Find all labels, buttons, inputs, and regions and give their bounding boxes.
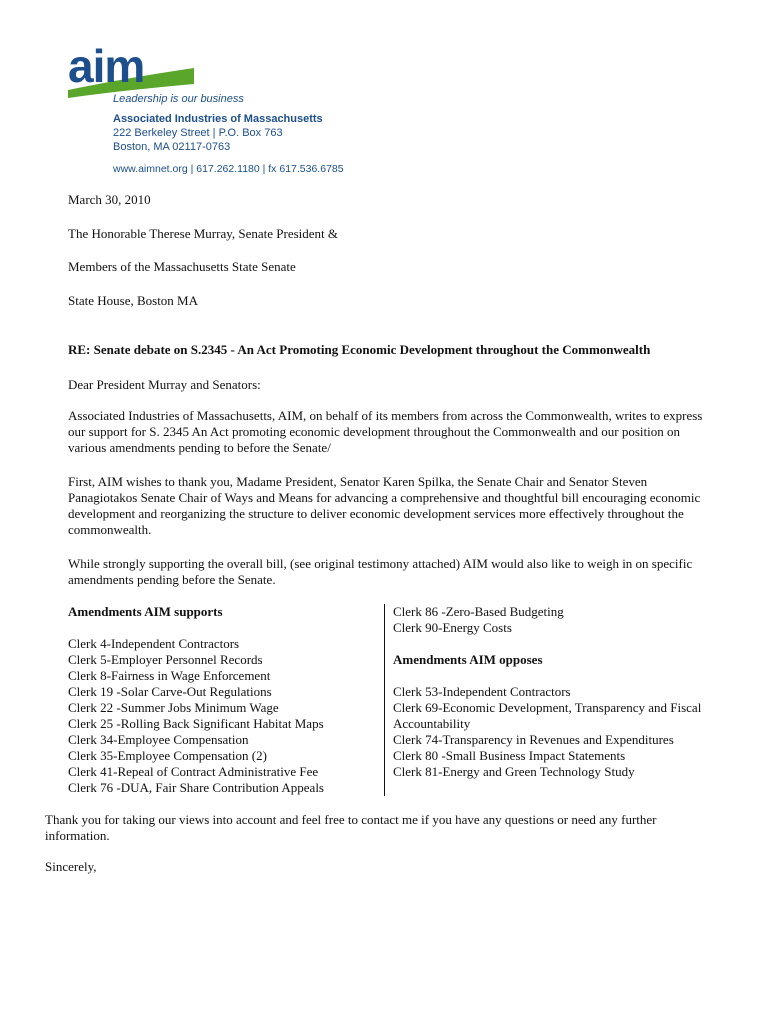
opposes-header: Amendments AIM opposes [393,652,543,667]
support-item: Clerk 90-Energy Costs [393,620,512,635]
recipient-line-1: The Honorable Therese Murray, Senate President & [68,226,339,241]
paragraph-thanks: First, AIM wishes to thank you, Madame President, Senator Karen Spilka, the Senate Chair and Senator Steven Panagiotakos Senate Chair of Ways and Means for advancing a comprehensive and thoughtful bill encouraging economic development and reorganizing the structure to deliver economic development services more effectively throughout the commonwealth. [68,474,701,537]
letter-date: March 30, 2010 [68,192,151,207]
re-line: RE: Senate debate on S.2345 - An Act Promoting Economic Development throughout the Commonwealth [68,342,651,357]
support-item: Clerk 76 -DUA, Fair Share Contribution Appeals [68,780,324,795]
contact-line: www.aimnet.org | 617.262.1180 | fx 617.536.6785 [113,163,344,175]
oppose-item: Clerk 80 -Small Business Impact Statements [393,748,626,763]
support-item: Clerk 19 -Solar Carve-Out Regulations [68,684,272,699]
support-item: Clerk 25 -Rolling Back Significant Habitat Maps [68,716,324,731]
salutation: Dear President Murray and Senators: [68,377,261,392]
support-item: Clerk 22 -Summer Jobs Minimum Wage [68,700,279,715]
oppose-item: Clerk 74-Transparency in Revenues and Expenditures [393,732,674,747]
oppose-item: Clerk 53-Independent Contractors [393,684,571,699]
amendments-right-column [393,604,713,780]
oppose-item: Clerk 69-Economic Development, Transparency and Fiscal Accountability [393,700,702,731]
address-line-1: 222 Berkeley Street | P.O. Box 763 [113,127,283,139]
org-address [113,112,323,154]
svg-text:aim: aim [68,40,145,92]
address-line-2: Boston, MA 02117-0763 [113,141,231,153]
signoff: Sincerely, [45,859,97,874]
recipient-line-2: Members of the Massachusetts State Senate [68,259,296,274]
oppose-item: Clerk 81-Energy and Green Technology Study [393,764,635,779]
tagline: Leadership is our business [113,93,244,105]
support-item: Clerk 5-Employer Personnel Records [68,652,263,667]
recipient-line-3: State House, Boston MA [68,293,198,308]
paragraph-amendments: While strongly supporting the overall bill, (see original testimony attached) AIM would also like to weigh in on specific amendments pending before the Senate. [68,556,693,587]
closing-paragraph: Thank you for taking our views into account and feel free to contact me if you have any questions or need any further information. [45,812,657,843]
amendments-left-column [68,604,378,796]
column-divider [384,604,385,796]
supports-header: Amendments AIM supports [68,604,223,619]
support-item: Clerk 8-Fairness in Wage Enforcement [68,668,271,683]
support-item: Clerk 41-Repeal of Contract Administrative Fee [68,764,319,779]
support-item: Clerk 86 -Zero-Based Budgeting [393,604,564,619]
support-item: Clerk 34-Employee Compensation [68,732,249,747]
paragraph-intro: Associated Industries of Massachusetts, AIM, on behalf of its members from across the Commonwealth, writes to express our support for S. 2345 An Act promoting economic development throughout the Commonwealth and our position on various amendments pending to before the Senate/ [68,408,703,455]
support-item: Clerk 35-Employee Compensation (2) [68,748,267,763]
org-name: Associated Industries of Massachusetts [113,113,323,125]
support-item: Clerk 4-Independent Contractors [68,636,240,651]
